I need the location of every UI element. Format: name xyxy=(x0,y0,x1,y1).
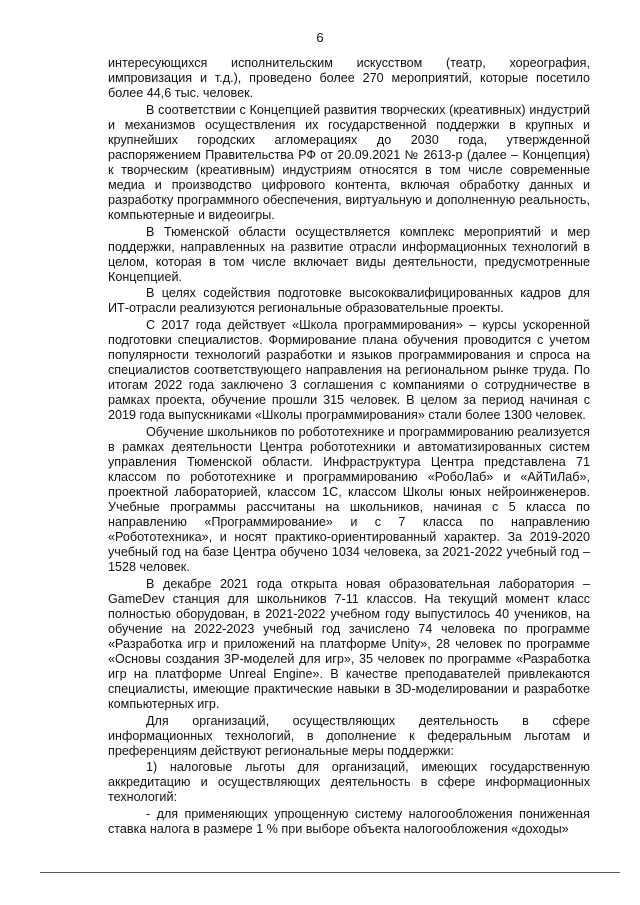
paragraph-tyumen-measures: В Тюменской области осуществляется комплекс мероприятий и мер поддержки, направленных на развитие отрасли информационных технологий в целом, которая в том числе включает виды деятельности, предусмотренные Концепцией. xyxy=(108,224,590,284)
paragraph-tax-benefits: 1) налоговые льготы для организаций, имеющих государственную аккредитацию и осуществляющих деятельность в сфере информационных технологий: xyxy=(108,760,590,805)
paragraph-simplified-tax: - для применяющих упрощенную систему налогообложения пониженная ставка налога в размере 1 % при выборе объекта налогообложения «доходы» xyxy=(108,806,590,836)
footer-divider xyxy=(40,872,620,873)
paragraph-programming-school: С 2017 года действует «Школа программирования» – курсы ускоренной подготовки специалистов. Формирование плана обучения проводится с учетом популярности технологий разработки и языков программирования и спроса на специалистов соответствующего направления на региональном рынке труда. По итогам 2022 года заключено 3 соглашения с компаниями о сотрудничестве в рамках проекта, обучение прошли 315 человек. В целом за период начиная с 2019 года выпускниками «Школы программирования» стали более 1300 человек. xyxy=(108,317,590,423)
paragraph-concept: В соответствии с Концепцией развития творческих (креативных) индустрий и механизмов осуществления их государственной поддержки в крупных и крупнейших городских агломерациях до 2030 года, утвержденной распоряжением Правительства РФ от 20.09.2021 № 2613-р (далее – Концепция) к творческим (креативным) индустриям относятся в том числе современные медиа и производство цифрового контента, включая обработку данных и разработку программного обеспечения, виртуальную и дополненную реальность, компьютерные и видеоигры. xyxy=(108,102,590,222)
paragraph-robotics: Обучение школьников по робототехнике и программированию реализуется в рамках деятельности Центра робототехники и автоматизированных систем управления Тюменской области. Инфраструктура Центра представлена 71 классом по робототехнике и программированию «РобоЛаб» и «АйТиЛаб», проектной лабораторией, классом 1С, классом Школы юных нейроинженеров. Учебные программы рассчитаны на школьников, начиная с 5 класса по направлению «Программирование» и с 7 класса по направлению «Робототехника», и носят практико-ориентированный характер. За 2019-2020 учебный год на базе Центра обучено 1034 человека, за 2021-2022 учебный год – 1528 человек. xyxy=(108,424,590,575)
page-number: 6 xyxy=(316,30,324,45)
paragraph-support-measures: Для организаций, осуществляющих деятельность в сфере информационных технологий, в дополнение к федеральным льготам и преференциям действуют региональные меры поддержки: xyxy=(108,713,590,758)
paragraph-education-projects: В целях содействия подготовке высококвалифицированных кадров для ИТ-отрасли реализуются региональные образовательные проекты. xyxy=(108,286,590,316)
paragraph-gamedev: В декабре 2021 года открыта новая образовательная лаборатория – GameDev станция для школьников 7-11 классов. На текущий момент класс полностью оборудован, в 2021-2022 учебном году выпустилось 40 учеников, на обучение на 2022-2023 учебный год зачислено 74 человека по программе «Разработка игр и приложений на платформе Unity», 28 человек по программе «Основы создания 3Р-моделей для игр», 35 человек по программе «Разработка игр на платформе Unreal Engine». В качестве преподавателей привлекаются специалисты, имеющие практические навыки в 3D-моделировании и разработке компьютерных игр. xyxy=(108,576,590,711)
paragraph-continuation: интересующихся исполнительским искусством (театр, хореография, импровизация и т.д.), проведено более 270 мероприятий, которые посетило более 44,6 тыс. человек. xyxy=(108,56,590,101)
document-body xyxy=(108,56,590,838)
